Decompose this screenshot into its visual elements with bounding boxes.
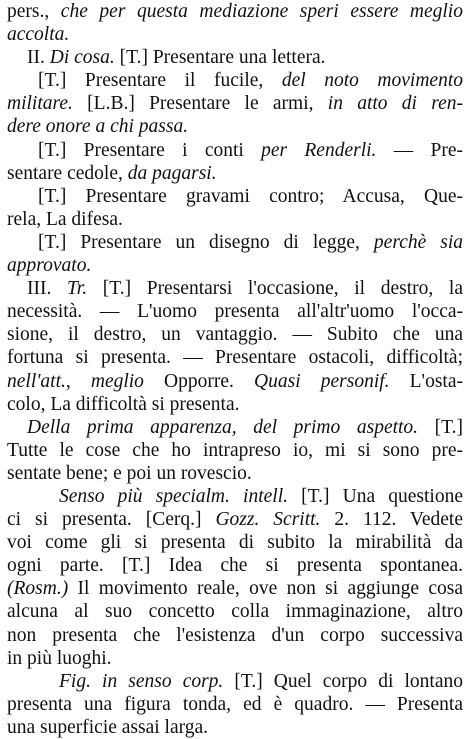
roman-text: [T.] Presentare un disegno di legge,: [38, 231, 374, 253]
italic-text: perchè sia: [373, 231, 463, 253]
roman-text: una superficie assai larga.: [7, 716, 209, 738]
text-line: [7, 300, 463, 323]
text-line: [7, 208, 463, 231]
italic-text: accolta.: [7, 24, 70, 46]
roman-text: ci si presenta. [Cerq.]: [7, 509, 216, 531]
text-line: [7, 185, 463, 208]
roman-text: 2. 112. Vedete: [320, 509, 463, 531]
roman-text: fortuna si presenta. — Presentare ostacoli, difficoltà;: [7, 347, 463, 369]
roman-text: Opporre.: [143, 370, 255, 392]
roman-text: Il movimento reale, ove non si aggiunge cosa: [68, 578, 463, 600]
text-line: [7, 416, 463, 439]
text-line: [7, 462, 463, 485]
text-line: [7, 162, 463, 185]
text-line: [7, 92, 463, 115]
roman-text: [T.] Presentare gravami contro; Accusa, Que-: [38, 185, 463, 207]
text-line: [7, 577, 463, 600]
text-line: [7, 46, 463, 69]
italic-text: Senso più specialm. intell.: [59, 485, 288, 507]
text-line: [7, 624, 463, 647]
text-line: [7, 231, 463, 254]
text-line: [7, 323, 463, 346]
italic-text: del noto movimento: [281, 70, 463, 92]
roman-text: presenta una figura tonda, ed è quadro. — Presenta: [7, 693, 463, 715]
roman-text: III.: [27, 278, 68, 300]
roman-text: ogni parte. [T.] Idea che si presenta spontanea.: [7, 555, 463, 577]
text-line: [7, 346, 463, 369]
text-line: [7, 670, 463, 693]
roman-text: alcuna al suo concetto colla immaginazione, altro: [7, 601, 463, 623]
text-line: [7, 69, 463, 92]
text-line: [7, 23, 463, 46]
text-line: [7, 0, 463, 23]
roman-text: [L.B.] Presentare le armi,: [72, 93, 328, 115]
italic-text: dere onore a chi passa.: [7, 116, 189, 138]
text-line: [7, 647, 463, 670]
italic-text: nell'att., meglio: [7, 370, 144, 392]
text-line: [7, 485, 463, 508]
roman-text: rela, La difesa.: [7, 208, 123, 230]
text-line: [7, 393, 463, 416]
roman-text: [T.] Una questione: [288, 485, 463, 507]
italic-text: Fig. in senso corp.: [59, 670, 224, 692]
roman-text: L'osta-: [389, 370, 463, 392]
roman-text: non presenta che l'esistenza d'un corpo successiva: [7, 624, 463, 646]
roman-text: sione, il destro, un vantaggio. — Subito che una: [7, 324, 463, 346]
roman-text: sentare cedole,: [7, 162, 128, 184]
roman-text: necessità. — L'uomo presenta all'altr'uomo l'occa-: [7, 301, 463, 323]
roman-text: colo, La difficoltà si presenta.: [7, 393, 240, 415]
italic-text: approvato.: [7, 255, 92, 277]
roman-text: in più luoghi.: [7, 647, 112, 669]
text-line: [7, 277, 463, 300]
text-line: [7, 254, 463, 277]
italic-text: (Rosm.): [7, 578, 69, 600]
roman-text: sentate bene; e poi un rovescio.: [7, 462, 252, 484]
italic-text: Gozz. Scritt.: [215, 509, 321, 531]
roman-text: [T.]: [418, 416, 463, 438]
roman-text: [T.] Presentare i conti: [38, 139, 262, 161]
roman-text: II.: [27, 47, 50, 69]
italic-text: in atto di ren-: [327, 93, 463, 115]
text-line: [7, 531, 463, 554]
italic-text: militare.: [7, 93, 73, 115]
text-line: [7, 716, 463, 739]
italic-text: Della prima apparenza, del primo aspetto.: [27, 416, 419, 438]
italic-text: Quasi personif.: [254, 370, 390, 392]
text-line: [7, 693, 463, 716]
roman-text: [T.] Presentare una lettera.: [114, 47, 326, 69]
text-line: [7, 115, 463, 138]
text-line: [7, 439, 463, 462]
italic-text: Tr.: [67, 278, 88, 300]
italic-text: per Renderli.: [261, 139, 377, 161]
text-line: [7, 139, 463, 162]
roman-text: [T.] Quel corpo di lontano: [223, 670, 463, 692]
roman-text: voi come gli si presenta di subito la mirabilità da: [7, 532, 463, 554]
roman-text: [T.] Presentarsi l'occasione, il destro, la: [87, 278, 463, 300]
roman-text: Tutte le cose che ho intrapreso io, mi si sono pre-: [7, 439, 463, 461]
roman-text: — Pre-: [376, 139, 463, 161]
roman-text: [T.] Presentare il fucile,: [38, 70, 282, 92]
text-line: [7, 508, 463, 531]
text-line: [7, 370, 463, 393]
text-line: [7, 554, 463, 577]
roman-text: pers.,: [7, 1, 61, 22]
text-line: [7, 600, 463, 623]
italic-text: da pagarsi.: [127, 162, 217, 184]
italic-text: Di cosa.: [49, 47, 115, 69]
italic-text: che per questa mediazione speri essere meglio: [60, 1, 463, 22]
